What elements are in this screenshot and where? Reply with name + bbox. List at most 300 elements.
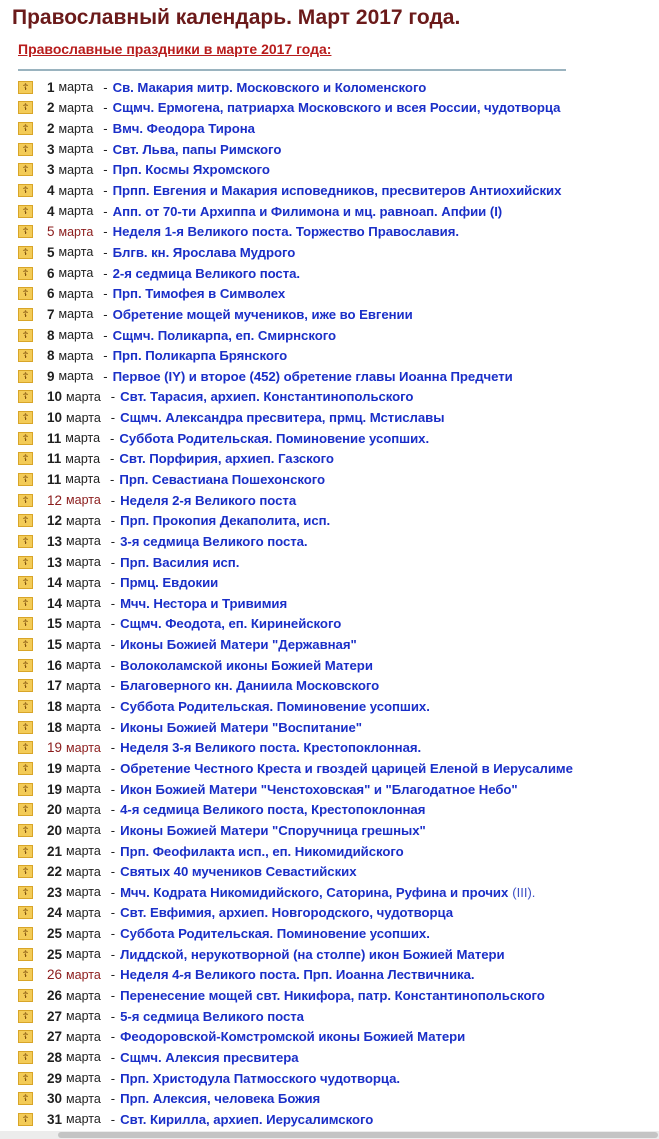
event-month: марта — [58, 183, 94, 198]
event-day: 26 — [47, 988, 63, 1003]
cross-icon: ☦ — [18, 349, 33, 362]
holidays-heading-link[interactable]: Православные праздники в марте 2017 года: — [18, 41, 332, 57]
event-month: марта — [66, 1071, 101, 1086]
cross-icon: ☦ — [18, 473, 33, 486]
event-day: 4 — [47, 183, 55, 199]
event-month: марта — [58, 204, 94, 219]
event-day: 20 — [47, 802, 63, 818]
event-link[interactable]: 5-я седмица Великого поста — [120, 1008, 304, 1024]
cross-icon: ☦ — [18, 494, 33, 507]
separator: - — [110, 595, 116, 611]
event-row — [18, 428, 658, 449]
event-row — [18, 118, 658, 139]
event-row — [18, 572, 658, 593]
cross-icon: ☦ — [18, 556, 33, 569]
event-link[interactable]: Икон Божией Матери "Ченстоховская" и "Благодатное Небо" — [120, 781, 518, 797]
separator: - — [103, 79, 108, 95]
cross-icon: ☦ — [18, 452, 33, 465]
event-month: марта — [58, 80, 94, 95]
event-row — [18, 1088, 658, 1109]
event-day: 6 — [47, 265, 55, 281]
event-day: 19 — [47, 740, 63, 756]
event-link[interactable]: Обретение Честного Креста и гвоздей царицей Еленой в Иерусалиме — [120, 760, 573, 776]
event-row — [18, 799, 658, 820]
event-month: марта — [58, 100, 94, 115]
event-day: 20 — [47, 822, 63, 838]
event-month: марта — [66, 678, 101, 693]
event-row — [18, 738, 658, 759]
cross-icon: ☦ — [18, 122, 33, 135]
event-month: марта — [66, 988, 101, 1003]
separator: - — [103, 286, 108, 302]
event-month: марта — [58, 328, 94, 342]
event-row — [18, 325, 658, 346]
event-month: марта — [66, 699, 101, 714]
event-link[interactable]: Сщмч. Алексия пресвитера — [120, 1049, 299, 1065]
event-day: 14 — [47, 575, 63, 591]
event-link[interactable]: 3-я седмица Великого поста. — [120, 533, 308, 549]
event-day: 18 — [47, 719, 63, 735]
event-month: марта — [66, 947, 101, 962]
event-day: 13 — [47, 554, 63, 570]
event-month: марта — [66, 616, 101, 631]
event-row — [18, 98, 658, 119]
separator: - — [110, 513, 116, 529]
cross-icon: ☦ — [18, 679, 33, 692]
cross-icon: ☦ — [18, 886, 33, 899]
event-link[interactable]: Прп. Севастиана Пошехонского — [119, 471, 326, 487]
event-link[interactable]: Сщмч. Феодота, еп. Киринейского — [120, 616, 342, 632]
event-link[interactable]: Прп. Космы Яхромского — [112, 162, 270, 178]
cross-icon: ☦ — [18, 783, 33, 796]
event-link[interactable]: Прп. Христодула Патмосского чудотворца. — [120, 1070, 400, 1086]
separator: - — [110, 864, 116, 880]
event-row — [18, 614, 658, 635]
event-month: марта — [58, 245, 94, 260]
separator: - — [103, 224, 108, 240]
separator: - — [103, 348, 108, 364]
cross-icon: ☦ — [18, 101, 33, 114]
event-month: марта — [58, 286, 94, 301]
cross-icon: ☦ — [18, 865, 33, 878]
event-row — [18, 944, 658, 965]
separator: - — [103, 121, 108, 137]
separator: - — [110, 637, 116, 653]
cross-icon: ☦ — [18, 927, 33, 940]
event-day: 28 — [47, 1049, 63, 1065]
event-link[interactable]: Неделя 1-я Великого поста. Торжество Православия. — [112, 224, 459, 240]
event-month: марта — [58, 369, 94, 384]
event-link[interactable]: Суббота Родительская. Поминовение усопших. — [119, 430, 430, 446]
event-link[interactable]: Первое (IY) и второе (452) обретение главы Иоанна Предчети — [112, 368, 513, 384]
separator: - — [110, 1091, 116, 1107]
event-month: марта — [58, 307, 94, 322]
event-day: 12 — [47, 513, 63, 529]
separator: - — [103, 100, 108, 116]
cross-icon: ☦ — [18, 411, 33, 424]
event-row — [18, 1006, 658, 1027]
cross-icon: ☦ — [18, 597, 33, 610]
cross-icon: ☦ — [18, 700, 33, 713]
separator: - — [110, 699, 116, 715]
cross-icon: ☦ — [18, 948, 33, 961]
event-month: марта — [66, 658, 101, 673]
event-row — [18, 366, 658, 387]
event-month: марта — [66, 410, 101, 425]
event-day: 6 — [47, 286, 55, 302]
cross-icon: ☦ — [18, 659, 33, 672]
cross-icon: ☦ — [18, 184, 33, 197]
event-day: 29 — [47, 1070, 63, 1086]
cross-icon: ☦ — [18, 267, 33, 280]
cross-icon: ☦ — [18, 824, 33, 837]
separator: - — [110, 926, 116, 942]
event-link[interactable]: Перенесение мощей свт. Никифора, патр. Константинопольского — [120, 988, 545, 1003]
event-row — [18, 490, 658, 511]
event-day: 31 — [47, 1111, 63, 1127]
event-month: марта — [66, 740, 101, 755]
event-row — [18, 841, 658, 862]
event-month: марта — [66, 1112, 101, 1127]
event-day: 11 — [47, 471, 62, 487]
event-day: 25 — [47, 926, 63, 942]
event-row — [18, 345, 658, 366]
event-day: 25 — [47, 946, 63, 962]
event-day: 1 — [47, 79, 55, 95]
separator: - — [110, 430, 115, 446]
event-day: 22 — [47, 864, 63, 880]
event-day: 18 — [47, 699, 63, 715]
separator: - — [110, 471, 115, 487]
cross-icon: ☦ — [18, 432, 33, 445]
cross-icon: ☦ — [18, 741, 33, 754]
event-link[interactable]: Мчч. Нестора и Тривимия — [120, 595, 288, 611]
event-day: 15 — [47, 637, 63, 653]
separator: - — [110, 1008, 116, 1024]
event-link[interactable]: Свт. Тарасия, архиеп. Константинопольского — [120, 389, 414, 405]
separator: - — [103, 265, 108, 281]
event-link[interactable]: Мчч. Кодрата Никомидийского, Саторина, Руфина и прочих — [120, 884, 509, 900]
event-link[interactable]: Неделя 4-я Великого поста. Прп. Иоанна Лествичника. — [120, 967, 475, 983]
event-link[interactable]: Благоверного кн. Даниила Московского — [120, 678, 380, 694]
event-row — [18, 552, 658, 573]
event-link[interactable]: Прпп. Евгения и Макария исповедников, пресвитеров Антиохийских — [112, 183, 562, 199]
separator: - — [103, 183, 108, 199]
event-day: 7 — [47, 306, 55, 322]
cross-icon: ☦ — [18, 638, 33, 651]
event-link[interactable]: Свт. Порфирия, архиеп. Газского — [119, 451, 334, 467]
event-month: марта — [66, 1050, 101, 1065]
event-row — [18, 634, 658, 655]
event-link[interactable]: Вмч. Феодора Тирона — [112, 121, 255, 137]
event-row — [18, 758, 658, 779]
event-link[interactable]: Прп. Феофилакта исп., еп. Никомидийского — [120, 843, 404, 859]
cross-icon: ☦ — [18, 1113, 33, 1126]
event-day: 3 — [47, 162, 55, 178]
event-row — [18, 593, 658, 614]
separator: - — [103, 244, 108, 260]
separator: - — [110, 946, 116, 962]
event-row — [18, 985, 658, 1006]
separator: - — [110, 616, 116, 632]
event-link[interactable]: Свт. Евфимия, архиеп. Новгородского, чудотворца — [120, 905, 453, 921]
event-day: 27 — [47, 1029, 63, 1045]
cross-icon: ☦ — [18, 576, 33, 589]
separator: - — [110, 1029, 116, 1045]
cross-icon: ☦ — [18, 81, 33, 94]
cross-icon: ☦ — [18, 1051, 33, 1064]
event-month: марта — [66, 1029, 101, 1044]
separator: - — [110, 1049, 116, 1065]
event-day: 21 — [47, 843, 63, 859]
cross-icon: ☦ — [18, 329, 33, 342]
event-link[interactable]: 4-я седмица Великого поста, Крестопоклонная — [120, 802, 426, 818]
event-day: 9 — [47, 368, 55, 384]
event-month: марта — [66, 1091, 101, 1106]
event-month: марта — [66, 802, 101, 817]
event-suffix: (III). — [512, 884, 536, 900]
event-month: марта — [66, 761, 101, 776]
event-month: марта — [65, 451, 101, 466]
event-month: марта — [66, 637, 101, 652]
cross-icon: ☦ — [18, 968, 33, 981]
event-month: марта — [58, 162, 94, 177]
event-day: 11 — [47, 430, 62, 446]
scrollbar-thumb[interactable] — [58, 1132, 658, 1138]
event-month: марта — [66, 493, 101, 508]
event-row — [18, 903, 658, 924]
event-row — [18, 510, 658, 531]
separator: - — [110, 843, 116, 859]
event-day: 19 — [47, 760, 63, 776]
event-row — [18, 469, 658, 490]
event-link[interactable]: Волоколамской иконы Божией Матери — [120, 657, 373, 673]
separator: - — [110, 802, 116, 818]
event-row — [18, 180, 658, 201]
event-day: 16 — [47, 657, 63, 673]
event-link[interactable]: Суббота Родительская. Поминовение усопших. — [120, 926, 430, 942]
separator: - — [110, 740, 116, 756]
separator: - — [110, 410, 116, 426]
event-month: марта — [66, 534, 101, 549]
separator: - — [110, 451, 115, 467]
cross-icon: ☦ — [18, 845, 33, 858]
divider — [18, 69, 566, 71]
separator: - — [110, 575, 116, 591]
event-month: марта — [66, 905, 101, 920]
cross-icon: ☦ — [18, 287, 33, 300]
page-title: Православный календарь. Март 2017 года. — [12, 6, 461, 29]
event-month: марта — [58, 142, 94, 157]
event-day: 5 — [47, 224, 55, 240]
separator: - — [110, 1111, 116, 1127]
separator: - — [103, 306, 108, 322]
event-month: марта — [58, 121, 94, 136]
separator: - — [110, 657, 116, 673]
cross-icon: ☦ — [18, 1072, 33, 1085]
event-row — [18, 139, 658, 160]
event-month: марта — [66, 967, 101, 982]
separator: - — [103, 203, 108, 219]
cross-icon: ☦ — [18, 143, 33, 156]
separator: - — [110, 967, 116, 983]
event-link[interactable]: Прп. Тимофея в Символех — [112, 286, 286, 302]
cross-icon: ☦ — [18, 721, 33, 734]
cross-icon: ☦ — [18, 246, 33, 259]
separator: - — [110, 533, 116, 549]
event-day: 5 — [47, 244, 55, 260]
separator: - — [110, 719, 116, 735]
event-month: марта — [66, 885, 101, 900]
event-row — [18, 242, 658, 263]
event-link[interactable]: Лиддской, нерукотворной (на столпе) икон Божией Матери — [120, 946, 505, 962]
event-row — [18, 221, 658, 242]
event-day: 11 — [47, 451, 62, 467]
event-day: 3 — [47, 141, 55, 157]
separator: - — [110, 884, 116, 900]
event-row — [18, 965, 658, 986]
event-link[interactable]: Обретение мощей мучеников, иже во Евгении — [112, 306, 413, 322]
event-link[interactable]: Апп. от 70-ти Архиппа и Филимона и мц. равноап. Апфии (I) — [112, 203, 503, 219]
event-day: 23 — [47, 884, 63, 900]
event-row — [18, 201, 658, 222]
event-month: марта — [58, 348, 94, 363]
event-row — [18, 1026, 658, 1047]
event-month: марта — [65, 431, 101, 446]
event-link[interactable]: Прмц. Евдокии — [120, 575, 219, 591]
event-month: марта — [66, 1009, 101, 1024]
event-month: марта — [66, 823, 101, 838]
cross-icon: ☦ — [18, 617, 33, 630]
separator: - — [110, 905, 116, 921]
cross-icon: ☦ — [18, 989, 33, 1002]
separator: - — [110, 389, 116, 405]
cross-icon: ☦ — [18, 1092, 33, 1105]
event-month: марта — [66, 926, 101, 941]
cross-icon: ☦ — [18, 762, 33, 775]
event-month: марта — [66, 782, 101, 797]
event-link[interactable]: Неделя 2-я Великого поста — [120, 492, 297, 508]
horizontal-scrollbar[interactable] — [0, 1131, 659, 1139]
cross-icon: ☦ — [18, 1030, 33, 1043]
event-row — [18, 779, 658, 800]
cross-icon: ☦ — [18, 535, 33, 548]
event-day: 4 — [47, 203, 55, 219]
event-day: 8 — [47, 348, 55, 364]
event-link[interactable]: Иконы Божией Матери "Державная" — [120, 637, 357, 653]
event-link[interactable]: Феодоровской-Комстромской иконы Божией Матери — [120, 1029, 466, 1045]
event-day: 30 — [47, 1091, 63, 1107]
separator: - — [103, 162, 108, 178]
event-row — [18, 1109, 658, 1130]
event-row — [18, 263, 658, 284]
event-link[interactable]: Свт. Кирилла, архиеп. Иерусалимского — [120, 1111, 374, 1127]
separator: - — [110, 1070, 116, 1086]
event-link[interactable]: Сщмч. Александра пресвитера, прмц. Мстиславы — [120, 410, 445, 426]
event-row — [18, 387, 658, 408]
event-row — [18, 882, 658, 903]
event-link[interactable]: 2-я седмица Великого поста. — [112, 265, 301, 281]
event-row — [18, 283, 658, 304]
event-link[interactable]: Неделя 3-я Великого поста. Крестопоклонная. — [120, 740, 422, 756]
event-row — [18, 923, 658, 944]
event-row — [18, 696, 658, 717]
event-month: марта — [66, 844, 101, 859]
event-row — [18, 407, 658, 428]
event-link[interactable]: Прп. Алексия, человека Божия — [120, 1091, 321, 1107]
event-row — [18, 676, 658, 697]
event-link[interactable]: Прп. Поликарпа Брянского — [112, 348, 288, 364]
event-row — [18, 655, 658, 676]
event-link[interactable]: Св. Макария митр. Московского и Коломенского — [112, 79, 427, 95]
event-day: 15 — [47, 616, 63, 632]
event-link[interactable]: Свт. Льва, папы Римского — [112, 141, 282, 157]
event-row — [18, 1047, 658, 1068]
event-row — [18, 820, 658, 841]
separator: - — [110, 678, 116, 694]
cross-icon: ☦ — [18, 1010, 33, 1023]
event-link[interactable]: Сщмч. Поликарпа, еп. Смирнского — [112, 327, 336, 343]
event-day: 10 — [47, 389, 63, 405]
event-link[interactable]: Прп. Василия исп. — [120, 554, 240, 570]
cross-icon: ☦ — [18, 803, 33, 816]
event-link[interactable]: Суббота Родительская. Поминовение усопших. — [120, 699, 430, 715]
separator: - — [110, 822, 116, 838]
event-link[interactable]: Святых 40 мучеников Севастийских — [120, 864, 357, 880]
event-day: 14 — [47, 595, 63, 611]
separator: - — [103, 368, 108, 384]
event-month: марта — [66, 864, 101, 879]
event-link[interactable]: Иконы Божией Матери "Воспитание" — [120, 719, 362, 735]
event-day: 26 — [47, 967, 63, 983]
event-month: марта — [66, 513, 101, 528]
event-row — [18, 304, 658, 325]
event-month: марта — [66, 596, 101, 611]
event-day: 27 — [47, 1008, 63, 1024]
event-day: 17 — [47, 678, 63, 694]
event-link[interactable]: Прп. Прокопия Декаполита, исп. — [120, 513, 331, 529]
event-month: марта — [58, 224, 94, 239]
event-row — [18, 717, 658, 738]
event-month: марта — [58, 266, 94, 281]
event-row — [18, 1068, 658, 1089]
event-list — [18, 77, 658, 1130]
event-day: 13 — [47, 533, 63, 549]
event-link[interactable]: Сщмч. Ермогена, патриарха Московского и всея России, чудотворца — [112, 100, 561, 116]
event-link[interactable]: Иконы Божией Матери "Споручница грешных" — [120, 822, 426, 838]
event-month: марта — [66, 720, 101, 735]
event-day: 24 — [47, 905, 63, 921]
cross-icon: ☦ — [18, 163, 33, 176]
event-month: марта — [65, 472, 101, 487]
event-day: 2 — [47, 121, 55, 137]
event-day: 12 — [47, 492, 63, 508]
event-row — [18, 77, 658, 98]
separator: - — [110, 492, 116, 508]
event-day: 8 — [47, 327, 55, 343]
separator: - — [110, 554, 116, 570]
cross-icon: ☦ — [18, 370, 33, 383]
event-row — [18, 531, 658, 552]
event-link[interactable]: Блгв. кн. Ярослава Мудрого — [112, 244, 296, 260]
cross-icon: ☦ — [18, 308, 33, 321]
separator: - — [103, 327, 108, 343]
cross-icon: ☦ — [18, 205, 33, 218]
cross-icon: ☦ — [18, 514, 33, 527]
cross-icon: ☦ — [18, 906, 33, 919]
event-month: марта — [66, 389, 101, 404]
separator: - — [110, 988, 116, 1003]
